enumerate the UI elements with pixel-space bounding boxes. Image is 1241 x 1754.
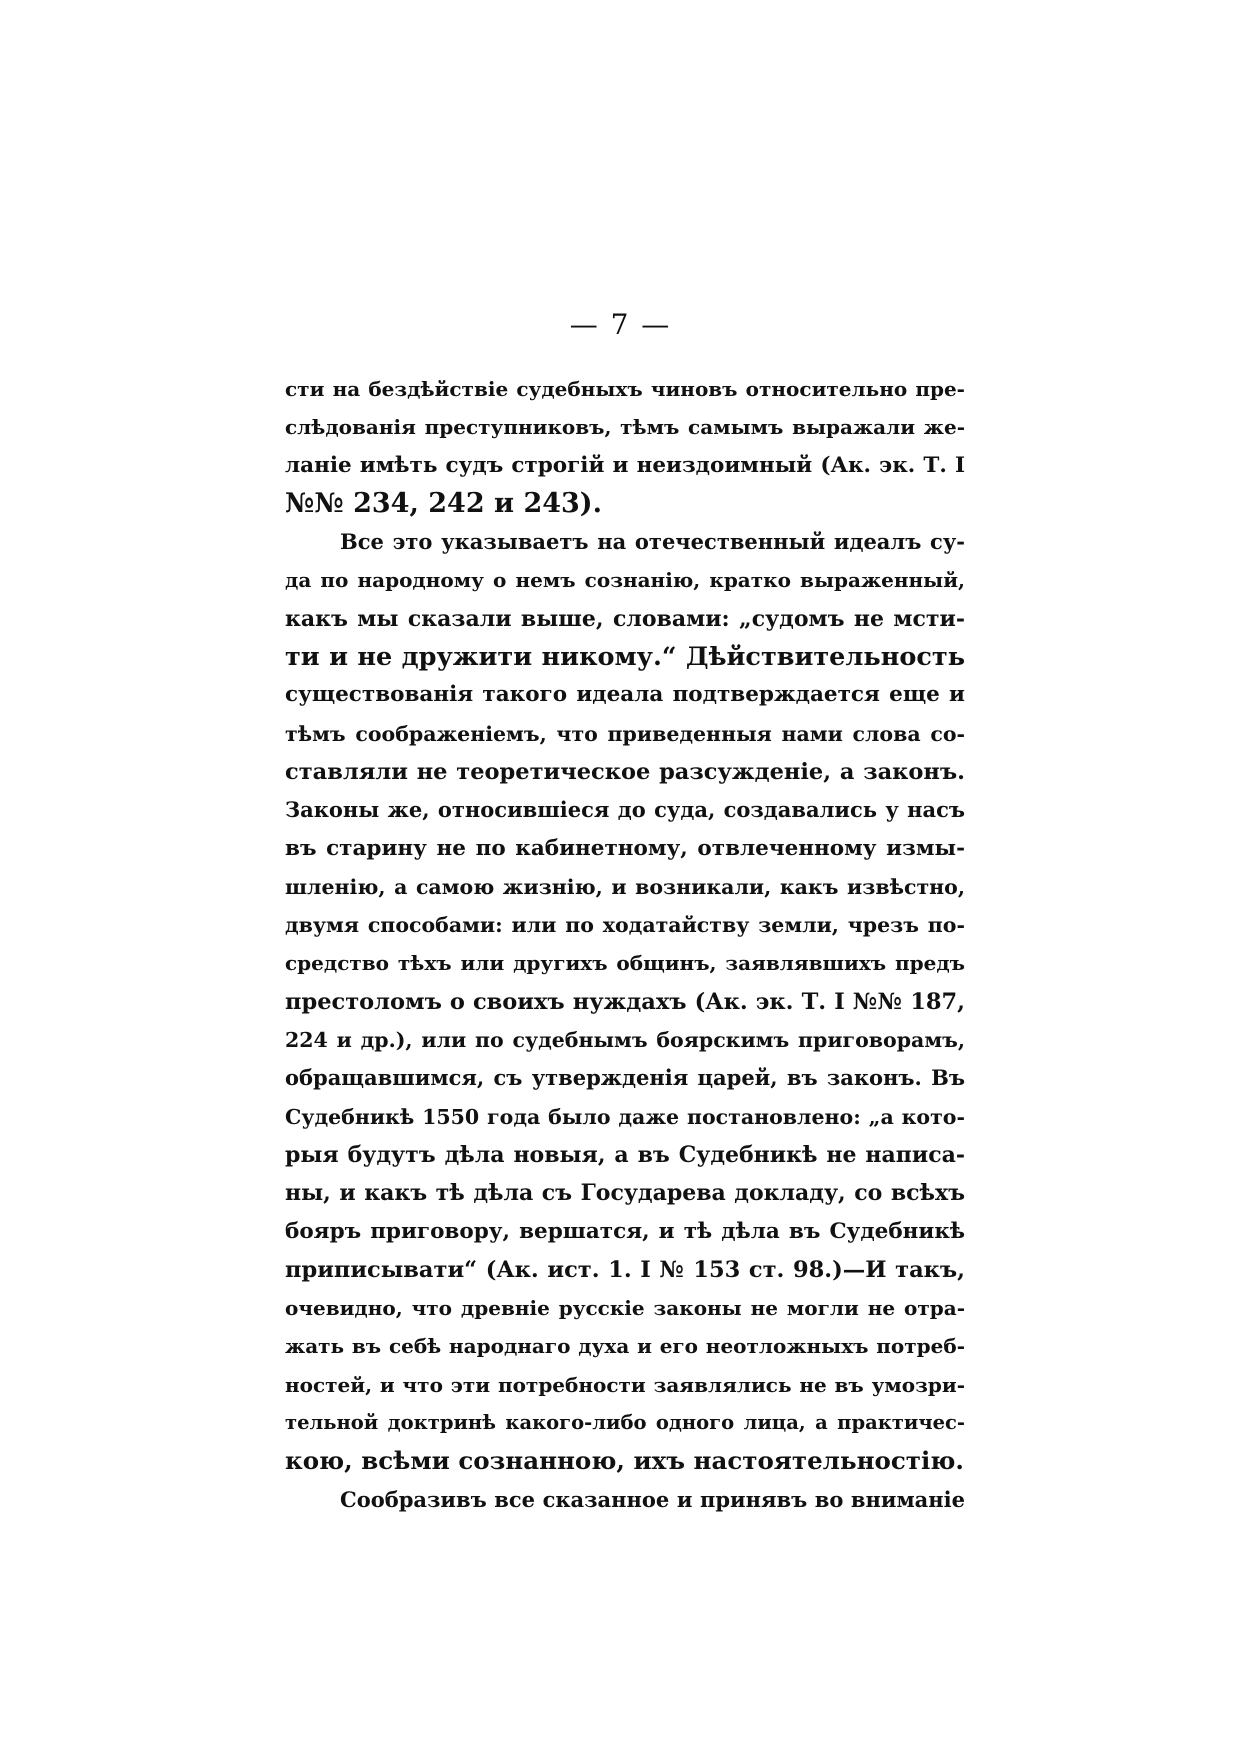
page-number: — 7 — xyxy=(569,308,672,341)
text-line: шленію, а самою жизнію, и возникали, какъ извѣстно, xyxy=(285,874,965,899)
text-line: Все это указываетъ на отечественный идеалъ су- xyxy=(340,529,965,555)
text-line: кою, всѣми сознанною, ихъ настоятельностію. xyxy=(285,1446,964,1476)
text-line: Сообразивъ все сказанное и принявъ во вниманіе xyxy=(340,1486,965,1512)
text-line: сти на бездѣйствіе судебныхъ чиновъ относительно пре- xyxy=(285,377,965,401)
text-line: престоломъ о своихъ нуждахъ (Ак. эк. Т. I №№ 187, xyxy=(285,988,965,1015)
text-line: жать въ себѣ народнаго духа и его неотложныхъ потреб- xyxy=(285,1334,965,1359)
text-line: Законы же, относившіеся до суда, создавались у насъ xyxy=(285,797,965,823)
text-line: обращавшимся, съ утвержденія царей, въ законъ. Въ xyxy=(285,1065,965,1091)
text-line: ны, и какъ тѣ дѣла съ Государева докладу, со всѣхъ xyxy=(285,1180,965,1207)
text-line: двумя способами: или по ходатайству земли, чрезъ по- xyxy=(285,913,965,938)
text-line: очевидно, что древніе русскіе законы не могли не отра- xyxy=(285,1296,965,1321)
text-line: ланіе имѣть судъ строгій и неиздоимный (Ак. эк. Т. I xyxy=(285,452,965,478)
text-line: №№ 234, 242 и 243). xyxy=(285,487,602,519)
text-line: 224 и др.), или по судебнымъ боярскимъ приговорамъ, xyxy=(285,1028,965,1053)
text-line: да по народному о немъ сознанію, кратко выраженный, xyxy=(285,568,965,593)
text-line: бояръ приговору, вершатся, и тѣ дѣла въ Судебникѣ xyxy=(285,1218,965,1244)
text-line: въ старину не по кабинетному, отвлеченному измы- xyxy=(285,835,965,861)
text-line: средство тѣхъ или другихъ общинъ, заявлявшихъ предъ xyxy=(285,951,965,976)
text-line: Судебникѣ 1550 года было даже постановлено: „а кото- xyxy=(285,1104,965,1129)
text-line: тельной доктринѣ какого-либо одного лица, а практичес- xyxy=(285,1411,965,1435)
text-line: ностей, и что эти потребности заявлялись не въ умозри- xyxy=(285,1372,965,1397)
text-line: ти и не дружити никому.“ Дѣйствительность xyxy=(285,642,965,673)
text-line: существованія такого идеала подтверждается еще и xyxy=(285,682,965,708)
text-line: какъ мы сказали выше, словами: „судомъ не мсти- xyxy=(285,605,965,632)
text-line: слѣдованія преступниковъ, тѣмъ самымъ выражали же- xyxy=(285,415,965,440)
text-line: ставляли не теоретическое разсужденіе, а законъ. xyxy=(285,758,965,785)
text-line: рыя будутъ дѣла новыя, а въ Судебникѣ не написа- xyxy=(285,1141,965,1168)
text-line: приписывати“ (Ак. ист. 1. I № 153 ст. 98.)—И такъ, xyxy=(285,1256,965,1283)
text-line: тѣмъ соображеніемъ, что приведенныя нами слова со- xyxy=(285,721,965,746)
body-text xyxy=(285,370,965,1519)
